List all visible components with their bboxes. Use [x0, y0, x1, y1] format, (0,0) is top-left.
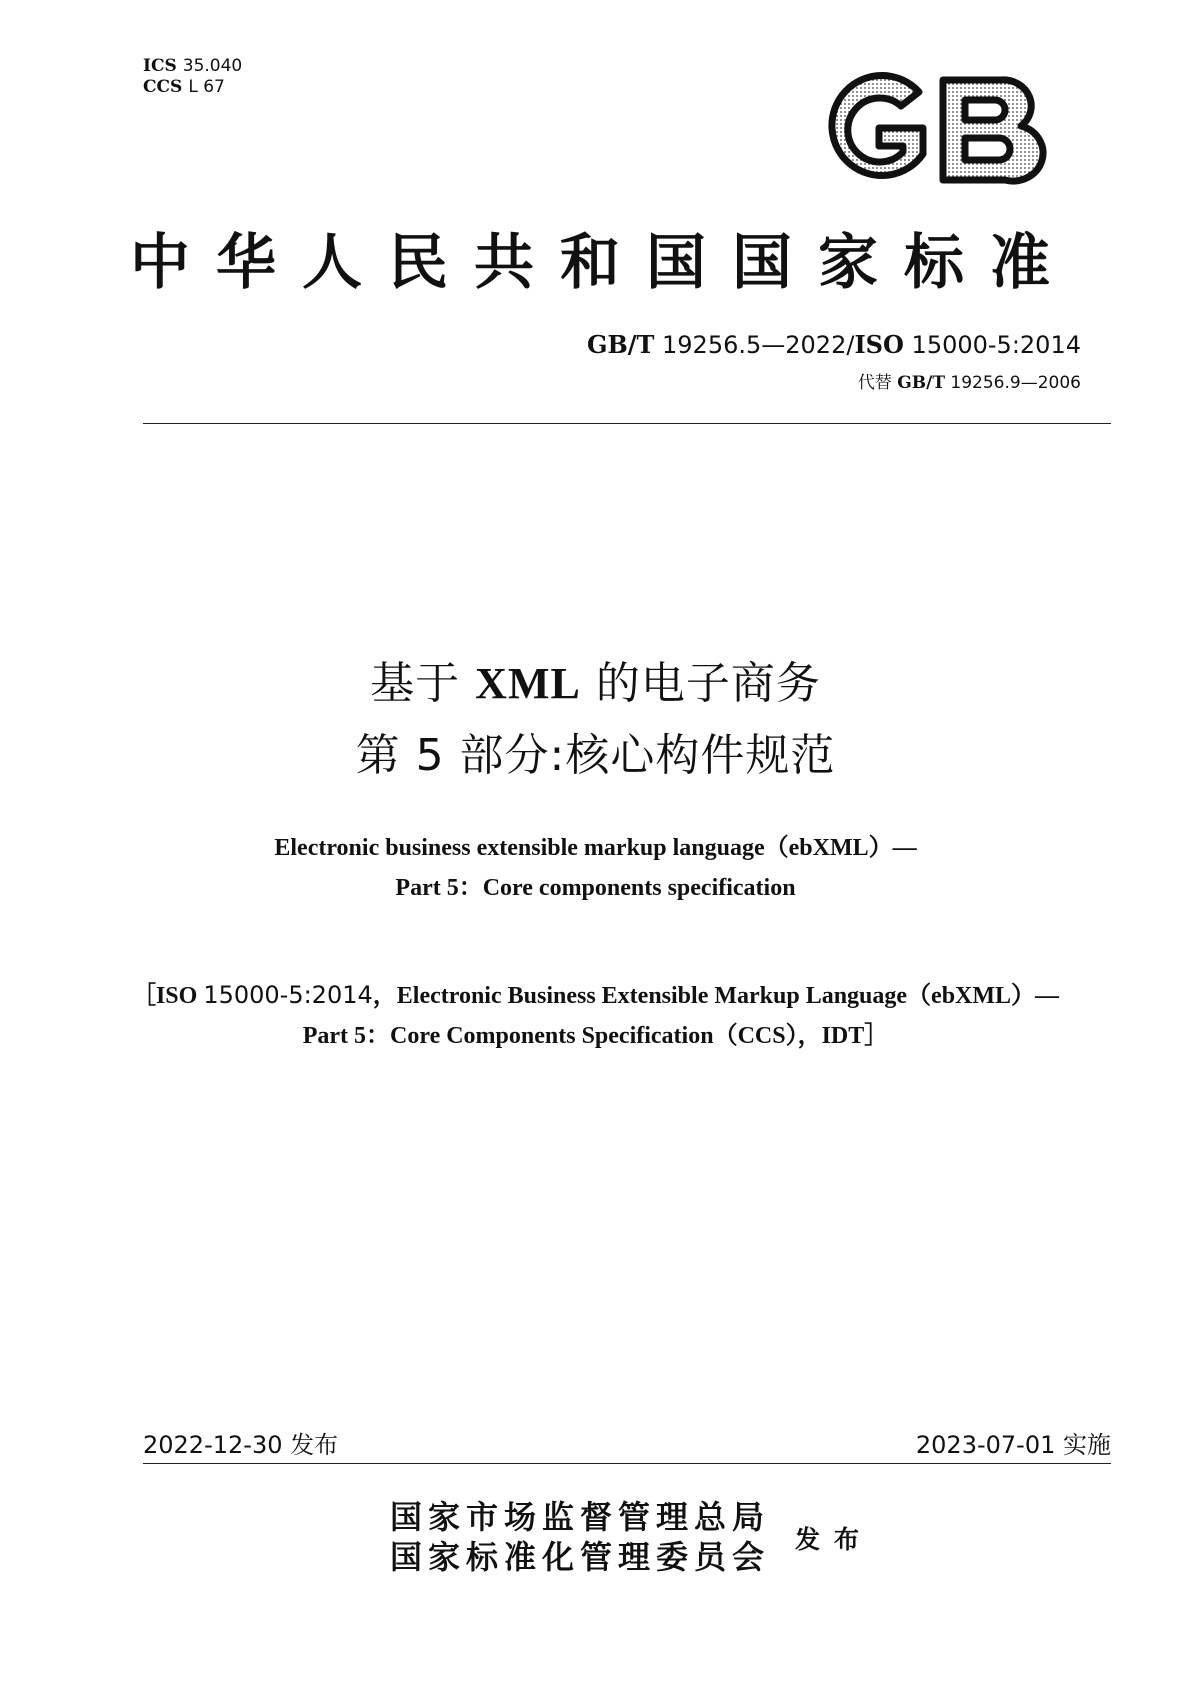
title-cn-part-c: 的电子商务: [595, 658, 821, 709]
chinese-title: [0, 648, 1191, 792]
iso-reference-line2: Part 5：Core Components Specification（CCS），IDT］: [302, 1023, 889, 1049]
ccs-key: CCS: [143, 77, 183, 97]
title-cn-part-b: XML: [475, 659, 581, 708]
iso-ref-part-c: ，Electronic Business Extensible Markup Language（ebXML）—: [372, 983, 1060, 1009]
publishing-organizations: [390, 1497, 770, 1577]
gb-logo: [815, 70, 1047, 190]
implementation-date: 2023-07-01 实施: [915, 1431, 1111, 1459]
ccs-code: [143, 77, 242, 98]
english-title-line1: Electronic business extensible markup language（ebXML）—: [274, 835, 917, 861]
standard-code: 19256.5—2022/: [662, 331, 855, 359]
replaces-standard: [858, 368, 1081, 393]
ccs-value: L 67: [188, 77, 225, 97]
standard-number: [587, 330, 1081, 359]
chinese-title-line1: [0, 648, 1191, 720]
publisher-org-2: 国家标准化管理委员会: [390, 1538, 771, 1576]
iso-reference: [0, 975, 1191, 1056]
issue-date: 2022-12-30 发布: [143, 1431, 339, 1459]
iso-reference-line1: [0, 975, 1191, 1016]
english-title-line2: Part 5：Core components specification: [395, 875, 796, 901]
publisher-org-1: 国家市场监督管理总局: [390, 1498, 771, 1536]
iso-code: 15000-5:2014: [911, 331, 1081, 359]
classification-codes: [143, 56, 242, 98]
header-divider: [143, 423, 1111, 424]
publish-label: 发布: [795, 1525, 874, 1554]
standard-prefix: GB/T: [586, 330, 655, 359]
chinese-title-line2: 第 5 部分:核心构件规范: [355, 730, 836, 781]
replaces-code: 19256.9—2006: [950, 373, 1081, 393]
ics-value: 35.040: [182, 56, 243, 76]
national-standard-title: 中华人民共和国国家标准: [130, 228, 1076, 298]
iso-prefix: ISO: [854, 330, 904, 359]
iso-ref-part-a: ［ISO: [131, 983, 198, 1009]
ics-key: ICS: [143, 56, 177, 76]
footer-divider: [143, 1463, 1111, 1464]
replaces-prefix: GB/T: [897, 373, 946, 393]
iso-ref-part-b: 15000-5:2014: [203, 981, 373, 1009]
replaces-label: 代替: [857, 373, 892, 393]
english-title: [0, 828, 1191, 908]
title-cn-part-a: 基于: [370, 658, 461, 709]
ics-code: [143, 56, 242, 77]
